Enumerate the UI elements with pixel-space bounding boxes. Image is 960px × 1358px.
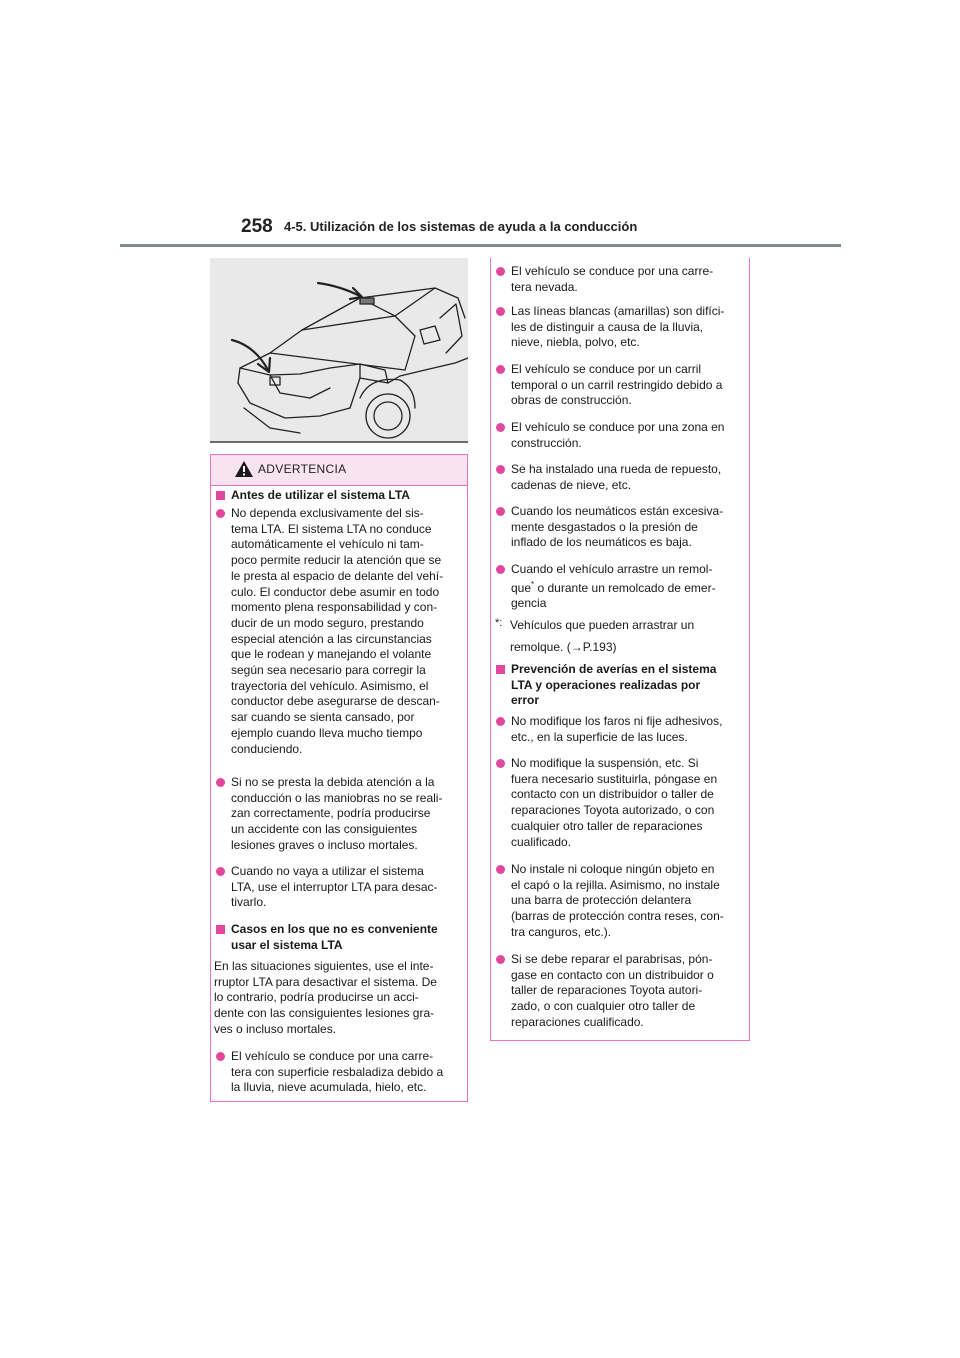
right-bullet-7-que: que bbox=[511, 580, 532, 595]
header-rule bbox=[120, 244, 841, 247]
right-bullet-1: El vehículo se conduce por una carre- tera nevada. bbox=[493, 264, 763, 295]
vehicle-illustration bbox=[210, 258, 468, 443]
footnote-line1: Vehículos que pueden arrastrar un bbox=[510, 618, 695, 632]
right-bullet-7-line2 bbox=[511, 581, 763, 597]
footnote bbox=[493, 618, 762, 655]
warning-header bbox=[211, 455, 467, 486]
right-bullet-9: No modifique la suspensión, etc. Si fuera necesario sustituirla, póngase en contacto con un distribuidor o taller de reparaciones Toyota autorizado, o con cualquier otro taller de reparaciones cualificado. bbox=[493, 756, 763, 850]
warning-heading-text: Antes de utilizar el sistema LTA bbox=[231, 488, 410, 502]
warning-triangle-icon bbox=[234, 460, 254, 478]
right-bullet-7-line3: gencia bbox=[511, 596, 547, 611]
warning-heading-before-use bbox=[213, 488, 481, 504]
right-bullet-3: El vehículo se conduce por un carril temporal o un carril restringido debido a obras de construcción. bbox=[493, 362, 763, 409]
right-bullet-11: Si se debe reparar el parabrisas, pón- gase en contacto con un distribuidor o taller de reparaciones Toyota autori- zado, o con cualquier otro taller de reparaciones cualificado. bbox=[493, 952, 763, 1031]
section-title: 4-5. Utilización de los sistemas de ayuda a la conducción bbox=[284, 219, 638, 234]
right-bullet-7-line2-rest: o durante un remolcado de emer- bbox=[534, 580, 716, 595]
right-bullet-7 bbox=[493, 562, 763, 612]
warning-bullet-3: Cuando no vaya a utilizar el sistema LTA, use el interruptor LTA para desac- tivarlo. bbox=[213, 864, 481, 911]
right-bullet-8: No modifique los faros ni fije adhesivos, etc., en la superficie de las luces. bbox=[493, 714, 763, 745]
warning-bullet-1: No dependa exclusivamente del sis- tema LTA. El sistema LTA no conduce automáticamente el vehículo ni tam- poco permite reducir la atención que se le presta al espacio de delante del vehí- culo. El conductor debe asumir en todo momento plena responsabilidad y con- ducir de un modo seguro, prestando especial atención a las circunstancias que le rodean y manejando el volante según sea necesario para corregir la trayectoria del vehículo. Asimismo, el conductor debe asegurarse de descan- sar cuando se sienta cansado, por ejemplo cuando lleva mucho tiempo conduciendo. bbox=[213, 506, 481, 757]
warning-title: ADVERTENCIA bbox=[258, 462, 347, 476]
right-bullet-7-line1: Cuando el vehículo arrastre un remol- bbox=[511, 562, 713, 576]
right-bullet-10: No instale ni coloque ningún objeto en el capó o la rejilla. Asimismo, no instale una barra de protección delantera (barras de protección contra reses, con- tra canguros, etc.). bbox=[493, 862, 763, 941]
page-number: 258 bbox=[241, 216, 273, 237]
right-bullet-2: Las líneas blancas (amarillas) son difíci- les de distinguir a causa de la lluvia, nieve, niebla, polvo, etc. bbox=[493, 304, 763, 351]
right-bullet-4: El vehículo se conduce por una zona en construcción. bbox=[493, 420, 763, 451]
right-heading-prevention: Prevención de averías en el sistema LTA y operaciones realizadas por error bbox=[493, 662, 763, 709]
warning-bullet-2: Si no se presta la debida atención a la conducción o las maniobras no se reali- zan correctamente, podría producirse un accidente con las consiguientes lesiones graves o incluso mortales. bbox=[213, 775, 481, 854]
footnote-asterisk: * bbox=[531, 579, 535, 589]
suv-front-drawing bbox=[210, 258, 468, 441]
warning-bullet-4: El vehículo se conduce por una carre- tera con superficie resbaladiza debido a la lluvia, nieve acumulada, hielo, etc. bbox=[213, 1049, 481, 1096]
right-bullet-5: Se ha instalado una rueda de repuesto, cadenas de nieve, etc. bbox=[493, 462, 763, 493]
warning-heading-cases: Casos en los que no es conveniente usar el sistema LTA bbox=[213, 922, 481, 953]
right-bullet-6: Cuando los neumáticos están excesiva- mente desgastados o la presión de inflado de los neumáticos es baja. bbox=[493, 504, 763, 551]
footnote-mark: *: bbox=[495, 617, 503, 629]
footnote-line2-page-link[interactable]: remolque. (→P.193) bbox=[510, 639, 617, 654]
warning-paragraph: En las situaciones siguientes, use el inte- rruptor LTA para desactivar el sistema. De lo contrario, podría producirse un acci- dente con las consiguientes lesiones gra- ves o incluso mortales. bbox=[214, 959, 437, 1036]
